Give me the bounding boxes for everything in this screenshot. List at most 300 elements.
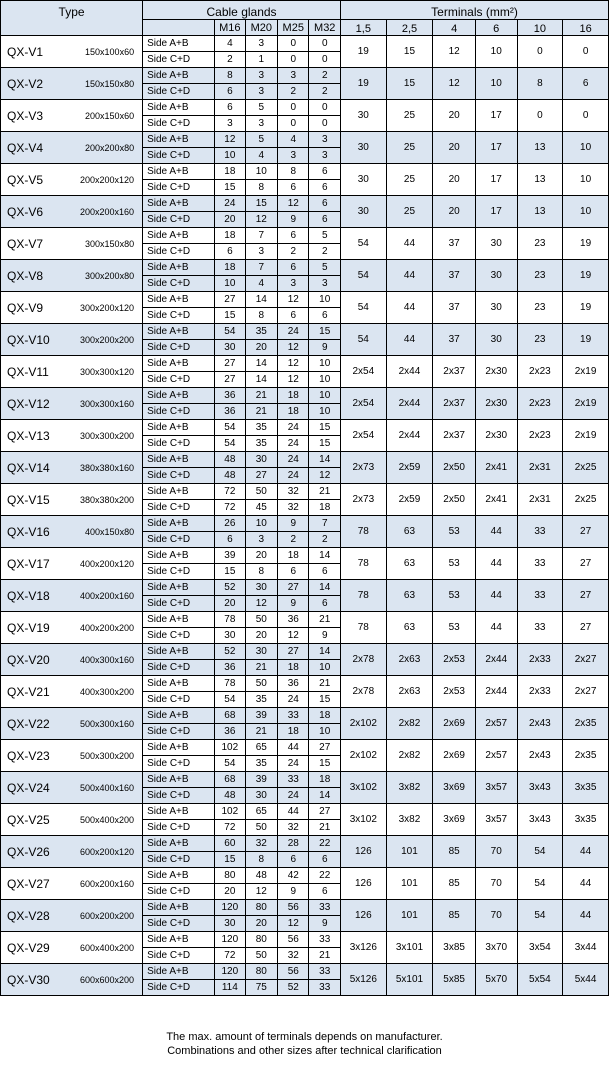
type-dimensions: 400x150x80 (75, 516, 143, 548)
gland-count-cd: 12 (245, 596, 277, 612)
terminal-count: 10 (475, 36, 517, 68)
gland-count-cd: 10 (309, 724, 341, 740)
terminal-count: 17 (475, 100, 517, 132)
gland-count-cd: 0 (278, 116, 309, 132)
gland-count-ab: 33 (278, 708, 309, 724)
gland-count-ab: 80 (245, 932, 277, 948)
gland-count-ab: 14 (309, 548, 341, 564)
side-label: Side C+D (143, 884, 215, 900)
gland-count-cd: 35 (245, 692, 277, 708)
side-label: Side C+D (143, 276, 215, 292)
gland-count-cd: 20 (215, 212, 245, 228)
table-row (1, 484, 609, 500)
terminal-count: 2x102 (340, 740, 386, 772)
side-label: Side A+B (143, 932, 215, 948)
gland-count-cd: 6 (309, 564, 341, 580)
gland-count-ab: 15 (309, 420, 341, 436)
gland-count-ab: 44 (278, 740, 309, 756)
gland-count-cd: 10 (215, 148, 245, 164)
terminal-size-header: 4 (433, 20, 476, 36)
terminal-count: 30 (475, 292, 517, 324)
gland-count-cd: 21 (309, 820, 341, 836)
terminal-count: 3x70 (475, 932, 517, 964)
terminal-count: 54 (340, 324, 386, 356)
type-header: Type (1, 1, 143, 36)
terminal-count: 0 (563, 100, 609, 132)
terminal-count: 19 (563, 228, 609, 260)
gland-count-ab: 3 (278, 68, 309, 84)
gland-count-cd: 20 (215, 884, 245, 900)
gland-count-cd: 27 (245, 468, 277, 484)
gland-count-ab: 5 (245, 132, 277, 148)
gland-count-ab: 33 (309, 964, 341, 980)
terminal-count: 63 (386, 612, 433, 644)
gland-count-cd: 6 (278, 564, 309, 580)
terminal-count: 2x102 (340, 708, 386, 740)
table-row (1, 164, 609, 180)
terminal-count: 54 (517, 868, 563, 900)
gland-count-cd: 15 (215, 564, 245, 580)
terminal-count: 44 (386, 292, 433, 324)
type-code: QX-V19 (1, 612, 75, 644)
type-dimensions: 150x150x80 (75, 68, 143, 100)
gland-count-ab: 6 (309, 196, 341, 212)
gland-count-ab: 78 (215, 612, 245, 628)
side-label: Side A+B (143, 804, 215, 820)
gland-count-cd: 9 (309, 916, 341, 932)
terminal-count: 54 (340, 260, 386, 292)
terminal-count: 19 (563, 324, 609, 356)
gland-count-cd: 24 (278, 436, 309, 452)
type-code: QX-V12 (1, 388, 75, 420)
gland-count-cd: 3 (215, 116, 245, 132)
type-dimensions: 300x300x160 (75, 388, 143, 420)
gland-count-cd: 9 (309, 628, 341, 644)
gland-count-ab: 10 (309, 356, 341, 372)
gland-count-ab: 48 (215, 452, 245, 468)
gland-count-cd: 18 (278, 724, 309, 740)
type-code: QX-V7 (1, 228, 75, 260)
terminal-count: 5x85 (433, 964, 476, 996)
terminal-count: 2x19 (563, 388, 609, 420)
type-dimensions: 600x200x160 (75, 868, 143, 900)
table-row (1, 100, 609, 116)
gland-count-ab: 32 (278, 484, 309, 500)
gland-count-ab: 27 (278, 580, 309, 596)
type-dimensions: 150x100x60 (75, 36, 143, 68)
terminal-count: 2x35 (563, 740, 609, 772)
terminal-count: 3x35 (563, 772, 609, 804)
gland-count-cd: 9 (278, 884, 309, 900)
gland-count-ab: 18 (278, 388, 309, 404)
gland-count-ab: 4 (278, 132, 309, 148)
terminal-count: 53 (433, 612, 476, 644)
gland-count-ab: 10 (309, 292, 341, 308)
gland-count-ab: 5 (245, 100, 277, 116)
side-label: Side C+D (143, 788, 215, 804)
type-code: QX-V28 (1, 900, 75, 932)
gland-count-ab: 21 (245, 388, 277, 404)
gland-count-ab: 56 (278, 900, 309, 916)
gland-count-ab: 15 (309, 324, 341, 340)
gland-count-ab: 27 (215, 356, 245, 372)
type-code: QX-V4 (1, 132, 75, 164)
terminal-count: 10 (563, 196, 609, 228)
gland-count-ab: 44 (278, 804, 309, 820)
gland-count-ab: 14 (309, 580, 341, 596)
terminal-count: 2x27 (563, 676, 609, 708)
gland-count-ab: 120 (215, 964, 245, 980)
gland-count-ab: 33 (309, 900, 341, 916)
gland-count-ab: 10 (309, 388, 341, 404)
gland-count-ab: 48 (245, 868, 277, 884)
gland-count-cd: 10 (309, 660, 341, 676)
terminal-count: 85 (433, 868, 476, 900)
type-code: QX-V3 (1, 100, 75, 132)
gland-count-cd: 36 (215, 404, 245, 420)
gland-count-cd: 8 (245, 852, 277, 868)
terminal-count: 2x31 (517, 484, 563, 516)
terminal-count: 2x37 (433, 356, 476, 388)
table-row (1, 324, 609, 340)
gland-count-ab: 50 (245, 676, 277, 692)
terminal-count: 2x43 (517, 708, 563, 740)
terminal-count: 13 (517, 164, 563, 196)
gland-count-ab: 35 (245, 324, 277, 340)
type-dimensions: 200x200x160 (75, 196, 143, 228)
gland-count-cd: 3 (309, 148, 341, 164)
terminal-count: 70 (475, 868, 517, 900)
terminal-count: 3x82 (386, 772, 433, 804)
gland-count-ab: 56 (278, 964, 309, 980)
gland-count-cd: 12 (309, 468, 341, 484)
terminal-count: 30 (340, 100, 386, 132)
terminal-count: 2x50 (433, 452, 476, 484)
gland-count-ab: 54 (215, 324, 245, 340)
terminal-count: 2x78 (340, 644, 386, 676)
terminal-count: 27 (563, 548, 609, 580)
gland-count-cd: 3 (278, 276, 309, 292)
type-dimensions: 500x300x160 (75, 708, 143, 740)
terminal-count: 2x41 (475, 452, 517, 484)
gland-count-cd: 12 (278, 340, 309, 356)
gland-count-ab: 9 (278, 516, 309, 532)
side-label: Side A+B (143, 324, 215, 340)
terminal-count: 44 (386, 260, 433, 292)
gland-count-cd: 2 (309, 532, 341, 548)
gland-count-ab: 8 (215, 68, 245, 84)
terminal-count: 2x53 (433, 644, 476, 676)
gland-count-cd: 21 (309, 948, 341, 964)
terminal-count: 27 (563, 516, 609, 548)
terminal-count: 2x44 (386, 388, 433, 420)
type-code: QX-V11 (1, 356, 75, 388)
terminal-count: 2x30 (475, 420, 517, 452)
terminal-count: 2x69 (433, 708, 476, 740)
gland-count-cd: 15 (215, 852, 245, 868)
table-row (1, 196, 609, 212)
gland-count-cd: 6 (309, 884, 341, 900)
terminal-count: 37 (433, 292, 476, 324)
side-label: Side C+D (143, 340, 215, 356)
terminal-count: 85 (433, 900, 476, 932)
terminal-count: 2x63 (386, 676, 433, 708)
gland-count-cd: 6 (278, 852, 309, 868)
gland-count-ab: 12 (278, 196, 309, 212)
side-label: Side C+D (143, 852, 215, 868)
gland-count-cd: 48 (215, 788, 245, 804)
gland-count-ab: 12 (215, 132, 245, 148)
terminal-count: 30 (340, 132, 386, 164)
side-label: Side A+B (143, 964, 215, 980)
gland-count-cd: 4 (245, 276, 277, 292)
terminal-count: 2x78 (340, 676, 386, 708)
side-label: Side C+D (143, 756, 215, 772)
gland-count-ab: 21 (309, 676, 341, 692)
type-dimensions: 500x400x200 (75, 804, 143, 836)
gland-count-ab: 36 (215, 388, 245, 404)
terminal-count: 33 (517, 580, 563, 612)
table-row (1, 836, 609, 852)
terminal-count: 44 (386, 324, 433, 356)
terminal-count: 53 (433, 548, 476, 580)
gland-count-ab: 60 (215, 836, 245, 852)
gland-count-ab: 54 (215, 420, 245, 436)
side-subheader-blank (143, 20, 215, 36)
terminal-count: 10 (563, 164, 609, 196)
side-label: Side A+B (143, 260, 215, 276)
type-dimensions: 380x380x200 (75, 484, 143, 516)
type-code: QX-V25 (1, 804, 75, 836)
gland-count-ab: 4 (215, 36, 245, 52)
gland-count-cd: 48 (215, 468, 245, 484)
gland-count-cd: 52 (278, 980, 309, 996)
terminal-count: 5x54 (517, 964, 563, 996)
table-row (1, 516, 609, 532)
gland-count-ab: 68 (215, 772, 245, 788)
gland-count-cd: 12 (245, 884, 277, 900)
side-label: Side C+D (143, 212, 215, 228)
type-dimensions: 380x380x160 (75, 452, 143, 484)
terminal-count: 44 (475, 612, 517, 644)
side-label: Side A+B (143, 836, 215, 852)
gland-count-cd: 30 (215, 628, 245, 644)
gland-count-ab: 18 (309, 708, 341, 724)
terminal-count: 2x73 (340, 484, 386, 516)
terminal-count: 19 (340, 36, 386, 68)
side-label: Side A+B (143, 484, 215, 500)
terminal-count: 27 (563, 612, 609, 644)
gland-count-cd: 20 (245, 916, 277, 932)
gland-count-ab: 102 (215, 804, 245, 820)
gland-count-ab: 68 (215, 708, 245, 724)
type-code: QX-V22 (1, 708, 75, 740)
terminal-count: 54 (517, 900, 563, 932)
terminal-count: 44 (475, 516, 517, 548)
table-row (1, 708, 609, 724)
gland-count-ab: 10 (245, 164, 277, 180)
gland-count-ab: 24 (215, 196, 245, 212)
side-label: Side C+D (143, 660, 215, 676)
gland-count-ab: 36 (278, 676, 309, 692)
type-dimensions: 600x600x200 (75, 964, 143, 996)
type-dimensions: 200x150x60 (75, 100, 143, 132)
terminal-count: 2x23 (517, 420, 563, 452)
terminal-count: 17 (475, 164, 517, 196)
terminal-count: 54 (517, 836, 563, 868)
gland-count-ab: 72 (215, 484, 245, 500)
terminal-count: 33 (517, 612, 563, 644)
terminal-count: 23 (517, 260, 563, 292)
terminal-count: 78 (340, 548, 386, 580)
terminal-count: 126 (340, 868, 386, 900)
gland-count-cd: 45 (245, 500, 277, 516)
terminal-count: 3x85 (433, 932, 476, 964)
gland-count-cd: 1 (245, 52, 277, 68)
terminal-count: 63 (386, 516, 433, 548)
gland-count-ab: 15 (245, 196, 277, 212)
gland-count-cd: 72 (215, 948, 245, 964)
gland-count-ab: 39 (245, 708, 277, 724)
gland-count-cd: 36 (215, 724, 245, 740)
gland-count-cd: 3 (245, 244, 277, 260)
gland-count-ab: 5 (309, 260, 341, 276)
terminal-count: 126 (340, 900, 386, 932)
gland-count-cd: 2 (278, 84, 309, 100)
terminal-count: 25 (386, 196, 433, 228)
terminal-count: 2x54 (340, 420, 386, 452)
cable-glands-header: Cable glands (143, 1, 341, 20)
gland-count-ab: 14 (245, 356, 277, 372)
gland-count-ab: 52 (215, 580, 245, 596)
terminal-count: 2x82 (386, 740, 433, 772)
side-label: Side A+B (143, 868, 215, 884)
table-row (1, 740, 609, 756)
gland-count-ab: 6 (215, 100, 245, 116)
side-label: Side C+D (143, 468, 215, 484)
terminal-count: 3x126 (340, 932, 386, 964)
terminal-count: 2x54 (340, 356, 386, 388)
terminal-count: 70 (475, 900, 517, 932)
gland-count-ab: 22 (309, 836, 341, 852)
terminal-count: 3x57 (475, 772, 517, 804)
table-row (1, 36, 609, 52)
gland-count-cd: 27 (215, 372, 245, 388)
terminal-count: 2x33 (517, 676, 563, 708)
terminal-count: 2x43 (517, 740, 563, 772)
type-code: QX-V13 (1, 420, 75, 452)
type-code: QX-V24 (1, 772, 75, 804)
terminal-count: 101 (386, 868, 433, 900)
terminal-count: 2x41 (475, 484, 517, 516)
gland-count-ab: 3 (245, 36, 277, 52)
gland-count-cd: 24 (278, 788, 309, 804)
side-label: Side C+D (143, 404, 215, 420)
table-row (1, 868, 609, 884)
terminal-count: 8 (517, 68, 563, 100)
gland-count-ab: 21 (309, 484, 341, 500)
terminal-count: 33 (517, 516, 563, 548)
table-row (1, 452, 609, 468)
gland-count-cd: 2 (215, 52, 245, 68)
terminal-count: 3x69 (433, 804, 476, 836)
gland-count-cd: 75 (245, 980, 277, 996)
terminal-count: 54 (340, 292, 386, 324)
side-label: Side C+D (143, 244, 215, 260)
terminal-count: 15 (386, 36, 433, 68)
terminal-count: 37 (433, 260, 476, 292)
terminal-count: 20 (433, 132, 476, 164)
terminal-count: 2x33 (517, 644, 563, 676)
gland-count-ab: 36 (278, 612, 309, 628)
type-code: QX-V5 (1, 164, 75, 196)
terminal-count: 3x44 (563, 932, 609, 964)
type-dimensions: 300x300x120 (75, 356, 143, 388)
side-label: Side A+B (143, 900, 215, 916)
gland-count-ab: 24 (278, 324, 309, 340)
gland-count-cd: 32 (278, 500, 309, 516)
side-label: Side C+D (143, 84, 215, 100)
gland-count-ab: 6 (278, 228, 309, 244)
gland-count-ab: 33 (309, 932, 341, 948)
terminal-count: 2x44 (475, 644, 517, 676)
gland-count-cd: 20 (245, 628, 277, 644)
gland-count-ab: 102 (215, 740, 245, 756)
side-label: Side C+D (143, 116, 215, 132)
table-row (1, 964, 609, 980)
terminal-count: 2x19 (563, 356, 609, 388)
side-label: Side A+B (143, 228, 215, 244)
terminal-count: 101 (386, 836, 433, 868)
side-label: Side C+D (143, 308, 215, 324)
side-label: Side A+B (143, 772, 215, 788)
gland-count-cd: 12 (278, 916, 309, 932)
terminal-count: 63 (386, 548, 433, 580)
type-dimensions: 200x200x80 (75, 132, 143, 164)
type-code: QX-V16 (1, 516, 75, 548)
gland-count-cd: 9 (309, 340, 341, 356)
terminal-count: 5x101 (386, 964, 433, 996)
terminal-count: 63 (386, 580, 433, 612)
gland-count-cd: 6 (278, 308, 309, 324)
terminal-count: 33 (517, 548, 563, 580)
terminals-header: Terminals (mm²) (340, 1, 608, 20)
side-label: Side C+D (143, 372, 215, 388)
type-dimensions: 200x200x120 (75, 164, 143, 196)
gland-count-ab: 7 (309, 516, 341, 532)
gland-count-ab: 14 (309, 644, 341, 660)
terminal-count: 20 (433, 164, 476, 196)
gland-count-cd: 10 (309, 372, 341, 388)
terminal-count: 2x57 (475, 740, 517, 772)
gland-count-ab: 42 (278, 868, 309, 884)
terminal-count: 19 (340, 68, 386, 100)
terminal-count: 17 (475, 132, 517, 164)
gland-count-ab: 80 (215, 868, 245, 884)
gland-count-ab: 0 (309, 36, 341, 52)
side-label: Side C+D (143, 52, 215, 68)
type-code: QX-V26 (1, 836, 75, 868)
gland-count-ab: 30 (245, 452, 277, 468)
table-row (1, 356, 609, 372)
gland-count-cd: 20 (245, 340, 277, 356)
table-row (1, 580, 609, 596)
gland-count-ab: 14 (309, 452, 341, 468)
terminal-count: 2x59 (386, 452, 433, 484)
terminal-count: 3x43 (517, 772, 563, 804)
gland-count-ab: 14 (245, 292, 277, 308)
gland-count-cd: 32 (278, 820, 309, 836)
